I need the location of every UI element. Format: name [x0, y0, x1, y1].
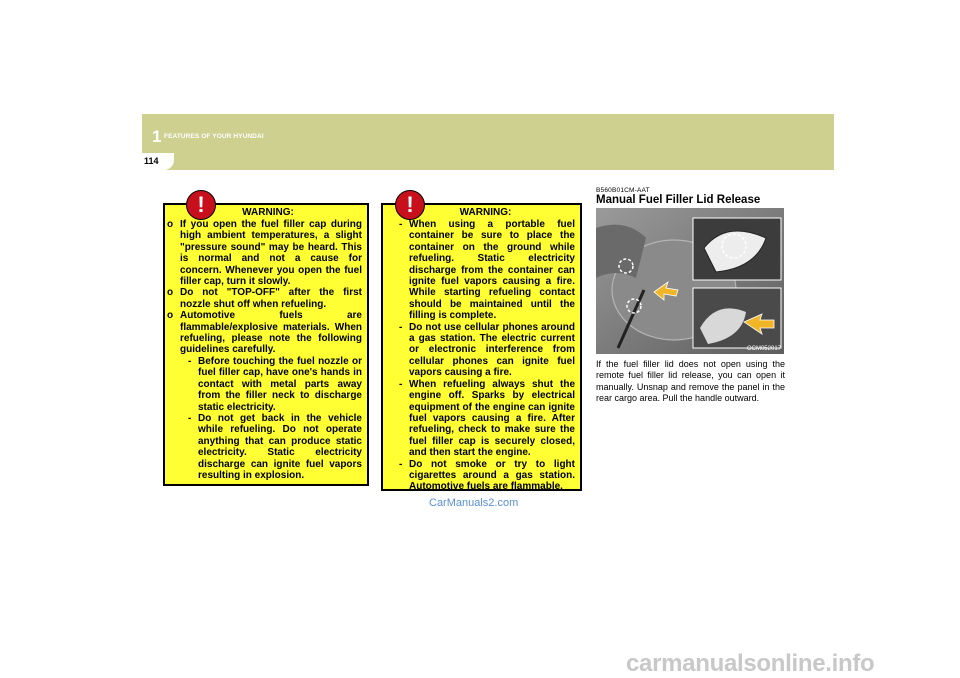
warning-item: - Do not use cellular phones around a gas station. The electric current or electronic interference from cellular phones can ignite fuel vapors causing a fire. — [399, 321, 575, 379]
warning-item: o Automotive fuels are flammable/explosive materials. When refueling, please note the following guidelines carefully. - Before touching the fuel nozzle or fuel filler cap, have one's hands in contact with metal parts away from the filler neck to discharge static electricity. - Do not get back in the vehicle while refueling. Do not operate anything that can produce static electricity. Static electricity discharge can ignite fuel vapors resulting in explosion. — [167, 310, 362, 481]
section-code: B560B01CM-AAT — [596, 187, 650, 194]
warning-item: - When using a portable fuel container be sure to place the container on the ground while refueling. Static electricity discharge from the container can ignite fuel vapors causing a fire. While starting refueling contact should be maintained until the filling is complete. — [399, 219, 575, 322]
warning-title: WARNING: — [242, 207, 294, 218]
watermark-text: carmanualsonline.info — [626, 650, 875, 677]
chapter-title: FEATURES OF YOUR HYUNDAI — [164, 133, 264, 140]
warning-sub-item: - Do not get back in the vehicle while refueling. Do not operate anything that can produce static electricity. Static electricity discharge can ignite fuel vapors resulting in explosion. — [188, 412, 362, 481]
warning-icon: ! — [395, 190, 425, 220]
section-title: Manual Fuel Filler Lid Release — [596, 194, 761, 206]
header-band — [142, 114, 834, 170]
chapter-number: 1 — [152, 127, 162, 146]
warning-sub-item: - Before touching the fuel nozzle or fuel filler cap, have one's hands in contact with metal parts away from the filler neck to discharge static electricity. — [188, 355, 362, 413]
warning-item: - Do not smoke or try to light cigarettes around a gas station. Automotive fuels are flammable. — [399, 458, 575, 493]
warning-box-right — [381, 192, 582, 493]
warning-title: WARNING: — [459, 207, 512, 218]
page-number: 114 — [144, 156, 159, 166]
section-body: If the fuel filler lid does not open using the remote fuel filler lid release, you can open it manually. Unsnap and remove the panel in the rear cargo area. Pull the handle outward. — [596, 359, 785, 403]
warning-box-left — [163, 192, 369, 486]
watermark-link[interactable]: CarManuals2.com — [429, 497, 519, 509]
warning-icon: ! — [186, 190, 216, 220]
fuel-lid-figure — [596, 208, 784, 354]
warning-item: o If you open the fuel filler cap during high ambient temperatures, a slight "pressure sound" may be heard. This is normal and not a cause for concern. Whenever you open the fuel filler cap, turn it slowly. — [167, 219, 362, 288]
figure-code: OCM052017 — [746, 346, 781, 352]
warning-item: - When refueling always shut the engine off. Sparks by electrical equipment of the engine can ignite fuel vapors causing a fire. After refueling, check to make sure the fuel filler cap is securely closed, and then start the engine. — [399, 378, 575, 459]
fuel-lid-illustration — [596, 208, 784, 354]
warning-item: o Do not "TOP-OFF" after the first nozzle shut off when refueling. — [167, 287, 362, 310]
